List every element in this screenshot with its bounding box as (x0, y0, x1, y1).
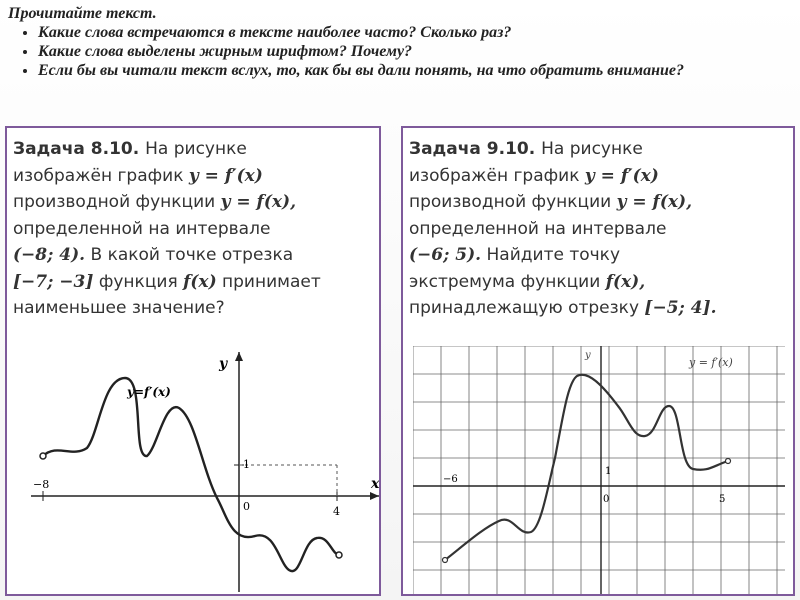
math-expression: [−7; −3] (13, 271, 94, 292)
task-line (409, 136, 787, 163)
task-line (409, 295, 787, 322)
math-expression: f(x), (605, 271, 646, 292)
task-text-fragment: экстремума функции (409, 271, 606, 292)
task-text-fragment: наименьшее значение? (13, 298, 225, 318)
tick-label-neg8: −8 (33, 478, 50, 491)
y-axis-arrow (235, 352, 243, 361)
task-line (409, 189, 787, 216)
y-axis-label: y (585, 350, 591, 361)
task-line (13, 189, 373, 216)
math-expression: (−8; 4). (13, 245, 86, 265)
math-expression: f(x) (183, 271, 217, 292)
task-text-fragment: изображён график (409, 165, 585, 186)
math-expression: [−5; 4]. (644, 298, 717, 318)
task-line (13, 163, 373, 190)
tick-label-0: 0 (243, 500, 250, 513)
task-text-fragment: определенной на интервале (409, 218, 667, 239)
x-axis-arrow (370, 492, 379, 500)
curve-label: y = f′(x) (689, 356, 733, 369)
math-expression: (−6; 5). (409, 245, 482, 265)
math-expression: y = f′(x) (188, 165, 263, 186)
task-text-fragment: На рисунке (145, 139, 247, 159)
x-axis-label: x (371, 476, 379, 492)
task-line (13, 295, 373, 322)
task-line (13, 136, 373, 163)
tick-label-neg6: −6 (443, 474, 458, 485)
task-text (13, 136, 373, 322)
derivative-curve (43, 378, 339, 571)
task-text-fragment: принимает (216, 271, 321, 292)
intro-question-list (8, 23, 792, 80)
task-panel-8-10 (5, 126, 381, 596)
intro-title: Прочитайте текст. (8, 5, 157, 22)
derivative-graph (27, 348, 379, 593)
task-text (409, 136, 787, 322)
task-heading: Задача 9.10. (409, 139, 542, 159)
tick-label-5: 5 (719, 494, 726, 505)
task-line (409, 163, 787, 190)
task-line (409, 242, 787, 269)
derivative-curve (445, 375, 728, 560)
task-text-fragment: принадлежащую отрезку (409, 298, 645, 318)
tick-label-1: 1 (605, 466, 612, 477)
task-text-fragment: На рисунке (541, 139, 643, 159)
y-axis-label: y (219, 356, 228, 372)
task-text-fragment: производной функции (13, 192, 221, 212)
intro-question: • Какие слова выделены жирным шрифтом? Почему? (38, 42, 792, 61)
task-line (13, 269, 373, 296)
task-line (409, 269, 787, 296)
tick-label-1: 1 (243, 458, 250, 471)
math-expression: y = f(x), (220, 192, 297, 212)
task-heading: Задача 8.10. (13, 139, 146, 159)
task-text-fragment: В какой точке отрезка (85, 245, 294, 265)
curve-label: y=f′(x) (127, 385, 171, 399)
intro-block (8, 4, 792, 80)
task-text-fragment: производной функции (409, 192, 617, 212)
task-line (13, 242, 373, 269)
derivative-graph (413, 346, 785, 594)
task-text-fragment: изображён график (13, 165, 189, 186)
math-expression: y = f(x), (616, 192, 693, 212)
task-line (13, 216, 373, 243)
task-text-fragment: функция (93, 271, 184, 292)
tick-label-4: 4 (333, 505, 340, 518)
math-expression: y = f′(x) (584, 165, 659, 186)
task-panel-9-10 (401, 126, 795, 596)
task-text-fragment: определенной на интервале (13, 218, 271, 239)
intro-question: • Если бы вы читали текст вслух, то, как бы вы дали понять, на что обратить внимание? (38, 61, 792, 80)
task-text-fragment: Найдите точку (481, 245, 621, 265)
tick-label-0: 0 (603, 494, 610, 505)
intro-question: • Какие слова встречаются в тексте наиболее часто? Сколько раз? (38, 23, 792, 42)
task-line (409, 216, 787, 243)
